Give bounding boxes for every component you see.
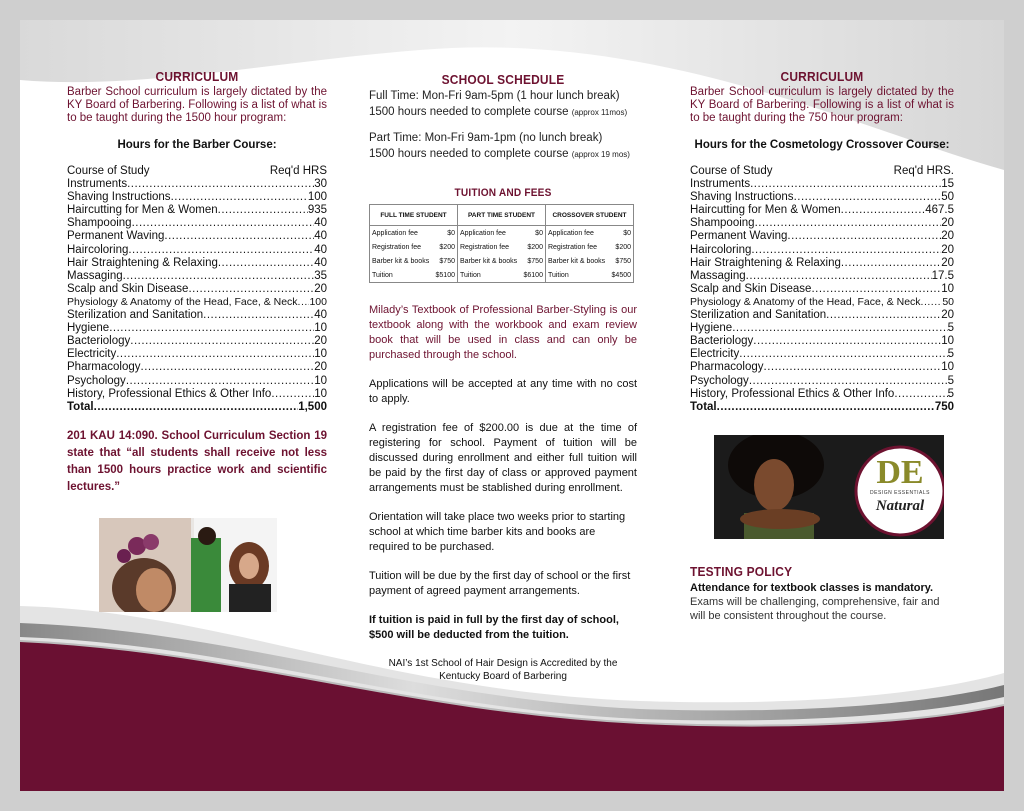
left-hours-row: Pharmacology ..... 20: [67, 361, 327, 374]
fee-amount: $200: [521, 240, 546, 254]
fee-amount: $4500: [609, 268, 634, 283]
testing-heading: TESTING POLICY: [690, 564, 793, 579]
tuition-due-note: Tuition will be due by the first day of school or the first payment of agreed payment arrangements.: [369, 570, 631, 597]
right-header-row: Course of Study Req'd HRS.: [690, 165, 954, 177]
right-hours-row: Pharmacology ..... 10: [690, 361, 954, 374]
left-hours-row: Shampooing ..... 40: [67, 217, 327, 230]
textbook-note: Milady’s Textbook of Professional Barber-Styling is our textbook along with the workbook and exam review book that will be used in class and can only be purchased through the school.: [369, 304, 637, 361]
left-hours-row: Haircutting for Men & Women ..... 935: [67, 204, 327, 217]
left-hours-row: Psychology ..... 10: [67, 375, 327, 388]
design-essentials-ad: [714, 435, 944, 539]
fee-label: Tuition: [370, 268, 433, 283]
left-hours-row: Sterilization and Sanitation ..... 40: [67, 309, 327, 322]
right-hours-row: Instruments ..... 15: [690, 178, 954, 191]
schedule-heading: SCHOOL SCHEDULE: [441, 72, 565, 87]
fees-row: [370, 240, 634, 254]
right-hours-row: Sterilization and Sanitation ..... 20: [690, 309, 954, 322]
fee-amount: $0: [433, 226, 458, 241]
fee-label: Tuition: [457, 268, 520, 283]
curriculum-law-note: 201 KAU 14:090. School Curriculum Section 19 state that “all students shall receive not less than 1500 hours practice work and scientific lectures.”: [67, 429, 327, 493]
left-subhead: Hours for the Barber Course:: [117, 139, 277, 151]
left-hours-row: Scalp and Skin Disease ..... 20: [67, 283, 327, 296]
left-hours-row: Permanent Waving ..... 40: [67, 230, 327, 243]
right-hours-row: Haircutting for Men & Women ..... 467.5: [690, 204, 954, 217]
left-column: [67, 20, 327, 496]
fees-column-header: FULL TIME STUDENT: [370, 205, 458, 226]
fee-amount: $5100: [433, 268, 458, 283]
brand-logo: DE DESIGN ESSENTIALS Natural: [870, 454, 930, 514]
fee-label: Application fee: [545, 226, 608, 241]
left-hours-row: Hygiene ..... 10: [67, 322, 327, 335]
fee-amount: $0: [521, 226, 546, 241]
tuition-fees-table: [369, 204, 634, 283]
fee-label: Barber kit & books: [370, 254, 433, 268]
right-hours-row: Haircoloring ..... 20: [690, 244, 954, 257]
left-total-row: Total ..... 1,500: [67, 401, 327, 414]
right-subhead: Hours for the Cosmetology Crossover Course:: [694, 139, 950, 151]
orientation-note: Orientation will take place two weeks prior to starting school at which time barber kits and books are required to be purchased.: [369, 511, 626, 553]
left-hours-row: Haircoloring ..... 40: [67, 244, 327, 257]
right-column: [690, 20, 954, 414]
left-intro: Barber School curriculum is largely dictated by the KY Board of Barbering. Following is a list of what is to be taught during the 1500 hour program:: [67, 86, 327, 124]
right-hours-row: Physiology & Anatomy of the Head, Face, & Neck ..... 50: [690, 296, 954, 309]
fee-amount: $750: [521, 254, 546, 268]
fees-row: [370, 268, 634, 283]
discount-note: If tuition is paid in full by the first day of school, $500 will be deducted from the tuition.: [369, 614, 619, 641]
applications-note: Applications will be accepted at any time with no cost to apply.: [369, 378, 637, 405]
right-hours-row: Permanent Waving ..... 20: [690, 230, 954, 243]
fees-row: [370, 254, 634, 268]
right-hours-list: [690, 165, 954, 414]
fee-amount: $750: [433, 254, 458, 268]
left-hours-row: Instruments ..... 30: [67, 178, 327, 191]
left-hours-row: Electricity ..... 10: [67, 348, 327, 361]
registration-note: A registration fee of $200.00 is due at the time of registering for school. Payment of tuition will be discussed during enrollment and either full tuition will be paid by the first day of class or approved payment arrangements must be stablished during enrollment.: [369, 422, 637, 494]
fee-amount: $0: [609, 226, 634, 241]
fees-heading: TUITION AND FEES: [454, 187, 552, 199]
right-hours-row: Shampooing ..... 20: [690, 217, 954, 230]
left-heading: CURRICULUM: [155, 69, 239, 84]
right-hours-row: Massaging ..... 17.5: [690, 270, 954, 283]
right-hours-row: Scalp and Skin Disease ..... 10: [690, 283, 954, 296]
part-time-schedule: Part Time: Mon-Fri 9am-1pm (no lunch break) 1500 hours needed to complete course (approx 19 mos): [369, 132, 630, 160]
fee-label: Registration fee: [545, 240, 608, 254]
left-hours-row: Massaging ..... 35: [67, 270, 327, 283]
right-intro: Barber School curriculum is largely dictated by the KY Board of Barbering. Following is a list of what is to be taught during the 750 hour program:: [690, 86, 954, 124]
fee-label: Application fee: [370, 226, 433, 241]
left-hours-list: [67, 165, 327, 414]
left-hours-row: Shaving Instructions ..... 100: [67, 191, 327, 204]
fee-label: Barber kit & books: [545, 254, 608, 268]
fees-row: [370, 226, 634, 241]
brochure-page: [20, 20, 1004, 791]
fee-amount: $750: [609, 254, 634, 268]
fees-column-header: CROSSOVER STUDENT: [545, 205, 633, 226]
right-hours-row: History, Professional Ethics & Other Info ..... 5: [690, 388, 954, 401]
right-hours-row: Bacteriology ..... 10: [690, 335, 954, 348]
right-heading: CURRICULUM: [780, 69, 864, 84]
right-total-row: Total ..... 750: [690, 401, 954, 414]
left-hours-row: History, Professional Ethics & Other Info ..... 10: [67, 388, 327, 401]
left-hours-row: Bacteriology ..... 20: [67, 335, 327, 348]
fees-column-header: PART TIME STUDENT: [457, 205, 545, 226]
left-hours-row: Hair Straightening & Relaxing ..... 40: [67, 257, 327, 270]
right-hours-row: Hair Straightening & Relaxing ..... 20: [690, 257, 954, 270]
testing-text: Exams will be challenging, comprehensive, fair and will be consistent throughout the course.: [690, 596, 940, 622]
fee-label: Tuition: [545, 268, 608, 283]
fee-amount: $6100: [521, 268, 546, 283]
salon-photo: [99, 518, 277, 612]
accreditation-note: NAI’s 1st School of Hair Design is Accredited by the Kentucky Board of Barbering: [388, 658, 618, 682]
fee-label: Application fee: [457, 226, 520, 241]
right-hours-row: Shaving Instructions ..... 50: [690, 191, 954, 204]
testing-policy: [690, 564, 954, 623]
testing-bold: Attendance for textbook classes is mandatory.: [690, 582, 934, 594]
fee-amount: $200: [433, 240, 458, 254]
fee-amount: $200: [609, 240, 634, 254]
fee-label: Barber kit & books: [457, 254, 520, 268]
middle-column: [369, 20, 637, 683]
left-hours-row: Physiology & Anatomy of the Head, Face, & Neck ..... 100: [67, 296, 327, 309]
right-hours-row: Hygiene ..... 5: [690, 322, 954, 335]
full-time-schedule: Full Time: Mon-Fri 9am-5pm (1 hour lunch break) 1500 hours needed to complete course (approx 11mos): [369, 90, 628, 118]
left-header-row: Course of Study Req'd HRS: [67, 165, 327, 177]
fee-label: Registration fee: [370, 240, 433, 254]
fee-label: Registration fee: [457, 240, 520, 254]
right-hours-row: Electricity ..... 5: [690, 348, 954, 361]
right-hours-row: Psychology ..... 5: [690, 375, 954, 388]
